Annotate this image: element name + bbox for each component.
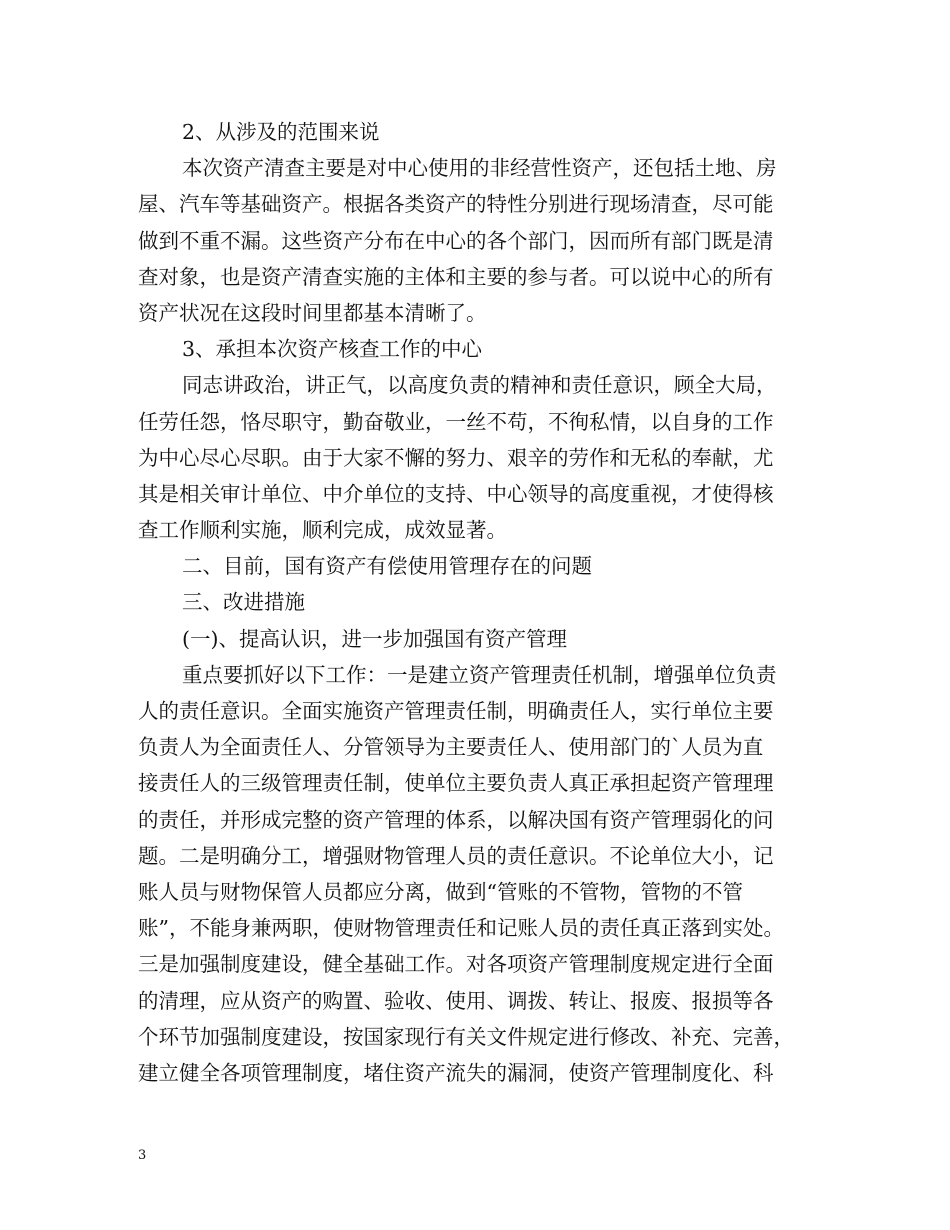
text-line: 为中心尽心尽职。由于大家不懈的努力、艰辛的劳作和无私的奉献，尤: [138, 445, 774, 470]
text-line: 的清理，应从资产的购置、验收、使用、调拨、转让、报废、报损等各: [138, 988, 774, 1013]
text-line: 其是相关审计单位、中介单位的支持、中心领导的高度重视，才使得核: [138, 481, 774, 506]
text-line: 任劳任怨，恪尽职守，勤奋敬业，一丝不苟，不徇私情，以自身的工作: [138, 409, 774, 434]
text-line: 负责人为全面责任人、分管领导为主要责任人、使用部门的`人员为直: [138, 735, 764, 760]
document-body: [138, 114, 816, 1091]
text-line: 的责任，并形成完整的资产管理的体系，以解决国有资产管理弱化的问: [138, 807, 774, 832]
text-line: 查工作顺利实施，顺利完成，成效显著。: [138, 518, 507, 543]
text-line: 二、目前，国有资产有偿使用管理存在的问题: [182, 554, 592, 579]
text-line: 三是加强制度建设，健全基础工作。对各项资产管理制度规定进行全面: [138, 952, 774, 977]
text-line: 本次资产清查主要是对中心使用的非经营性资产，还包括土地、房: [182, 156, 777, 181]
text-line: 查对象，也是资产清查实施的主体和主要的参与者。可以说中心的所有: [138, 264, 774, 289]
text-line: 账人员与财物保管人员都应分离，做到“管账的不管物，管物的不管: [138, 879, 743, 904]
text-line: 2、从涉及的范围来说: [182, 120, 380, 144]
text-line: 题。二是明确分工，增强财物管理人员的责任意识。不论单位大小，记: [138, 843, 774, 868]
text-line: (一)、提高认识，进一步加强国有资产管理: [182, 626, 567, 651]
text-line: 重点要抓好以下工作：一是建立资产管理责任机制，增强单位负责: [182, 662, 777, 687]
text-line: 资产状况在这段时间里都基本清晰了。: [138, 300, 487, 325]
text-line: 建立健全各项管理制度，堵住资产流失的漏洞，使资产管理制度化、科: [138, 1060, 774, 1085]
text-line: 三、改进措施: [182, 590, 305, 615]
text-line: 个环节加强制度建设，按国家现行有关文件规定进行修改、补充、完善，: [138, 1024, 794, 1049]
text-line: 人的责任意识。全面实施资产管理责任制，明确责任人，实行单位主要: [138, 699, 774, 723]
text-line: 账”，不能身兼两职，使财物管理责任和记账人员的责任真正落到实处。: [138, 916, 784, 941]
text-line: 3、承担本次资产核查工作的中心: [182, 337, 483, 362]
text-line: 屋、汽车等基础资产。根据各类资产的特性分别进行现场清查，尽可能: [138, 192, 774, 217]
page-number: 3: [138, 1148, 147, 1163]
text-line: 接责任人的三级管理责任制，使单位主要负责人真正承担起资产管理理: [138, 771, 774, 796]
text-line: 做到不重不漏。这些资产分布在中心的各个部门，因而所有部门既是清: [138, 228, 774, 253]
text-line: 同志讲政治，讲正气，以高度负责的精神和责任意识，顾全大局，: [182, 373, 777, 398]
